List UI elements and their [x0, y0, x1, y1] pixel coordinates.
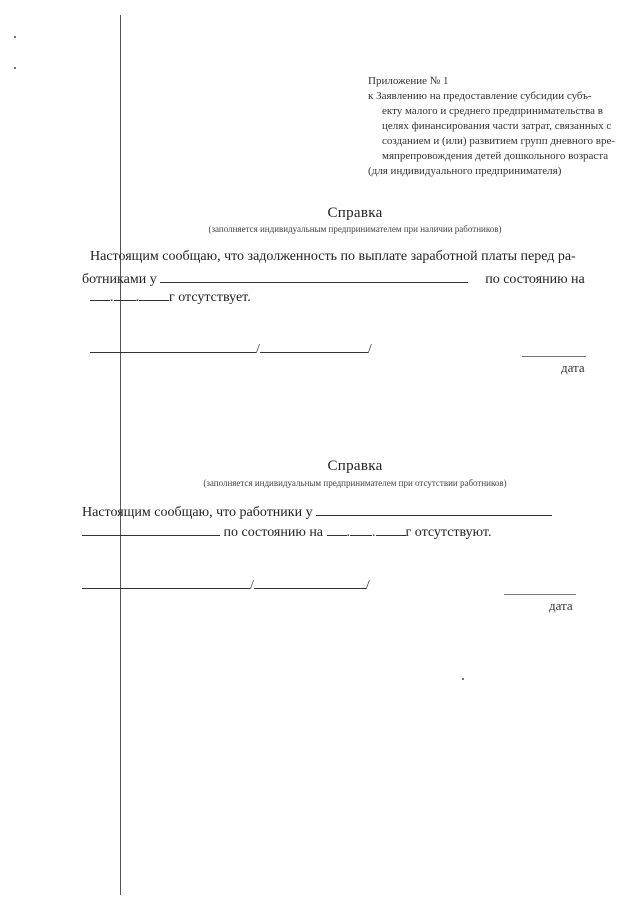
certificate-1-signature-row [90, 338, 372, 358]
certificate-2-absent-text: г отсутствуют. [405, 525, 492, 540]
annex-text-line: к Заявлению на предоставление субсидии субъ- [368, 90, 592, 102]
month-field[interactable] [114, 286, 136, 301]
signature-separator: / [256, 342, 260, 357]
annex-text-line: мяпрепровождения детей дошкольного возраста [382, 150, 609, 162]
scan-speck [462, 678, 464, 680]
year-field[interactable] [376, 521, 406, 536]
scan-speck [14, 36, 16, 38]
certificate-1-absent-text: г отсутствует. [169, 290, 251, 305]
certificate-2-text-line-1 [82, 501, 552, 522]
certificate-1-text-line-1: Настоящим сообщаю, что задолженность по выплате заработной платы перед ра- [90, 249, 576, 264]
certificate-2-prefix: Настоящим сообщаю, что работники у [82, 505, 313, 520]
signature-separator: / [250, 578, 254, 593]
certificate-1-title: Справка [327, 205, 383, 221]
annex-text-line: созданием и (или) развитием групп дневного вре- [382, 135, 616, 147]
certificate-2-date-label: дата [549, 598, 573, 613]
certificate-1-subtitle: (заполняется индивидуальным предпринимателем при наличии работников) [208, 224, 502, 234]
annex-text-line: целях финансирования части затрат, связанных с [382, 120, 612, 132]
scan-fold-line [120, 15, 121, 895]
date-separator: . [346, 525, 351, 540]
year-field[interactable] [139, 286, 169, 301]
signature-separator: / [365, 578, 370, 593]
date-field[interactable] [504, 594, 576, 595]
day-field[interactable] [90, 286, 110, 301]
full-name-field[interactable] [260, 338, 368, 353]
certificate-1-text-line-3 [90, 286, 251, 307]
certificate-1-prefix: ботниками у [82, 272, 157, 287]
certificate-2-text-line-2 [82, 521, 492, 542]
signature-field[interactable] [90, 338, 256, 353]
entrepreneur-name-continuation-field[interactable] [82, 521, 220, 536]
annex-text-line: екту малого и среднего предпринимательства в [382, 105, 603, 117]
full-name-field[interactable] [254, 574, 366, 589]
date-separator: . [135, 290, 139, 305]
date-separator: . [110, 290, 114, 305]
annex-number: Приложение № 1 [368, 75, 449, 87]
date-field[interactable] [522, 356, 586, 357]
certificate-2-as-of: по состоянию на [223, 525, 324, 540]
signature-separator: / [367, 342, 372, 357]
certificate-2-title: Справка [327, 458, 383, 474]
certificate-1-date-label: дата [561, 360, 585, 375]
annex-text-line: (для индивидуального предпринимателя) [368, 165, 562, 177]
date-separator: . [372, 525, 376, 540]
signature-field[interactable] [82, 574, 250, 589]
day-field[interactable] [327, 521, 347, 536]
entrepreneur-name-field[interactable] [160, 268, 468, 283]
month-field[interactable] [350, 521, 372, 536]
certificate-2-subtitle: (заполняется индивидуальным предпринимателем при отсутствии работников) [203, 478, 507, 488]
scan-speck [14, 67, 16, 69]
certificate-1-as-of: по состоянию на [485, 272, 585, 287]
certificate-2-signature-row [82, 574, 370, 594]
annex-header [368, 74, 630, 179]
entrepreneur-name-field[interactable] [316, 501, 552, 516]
